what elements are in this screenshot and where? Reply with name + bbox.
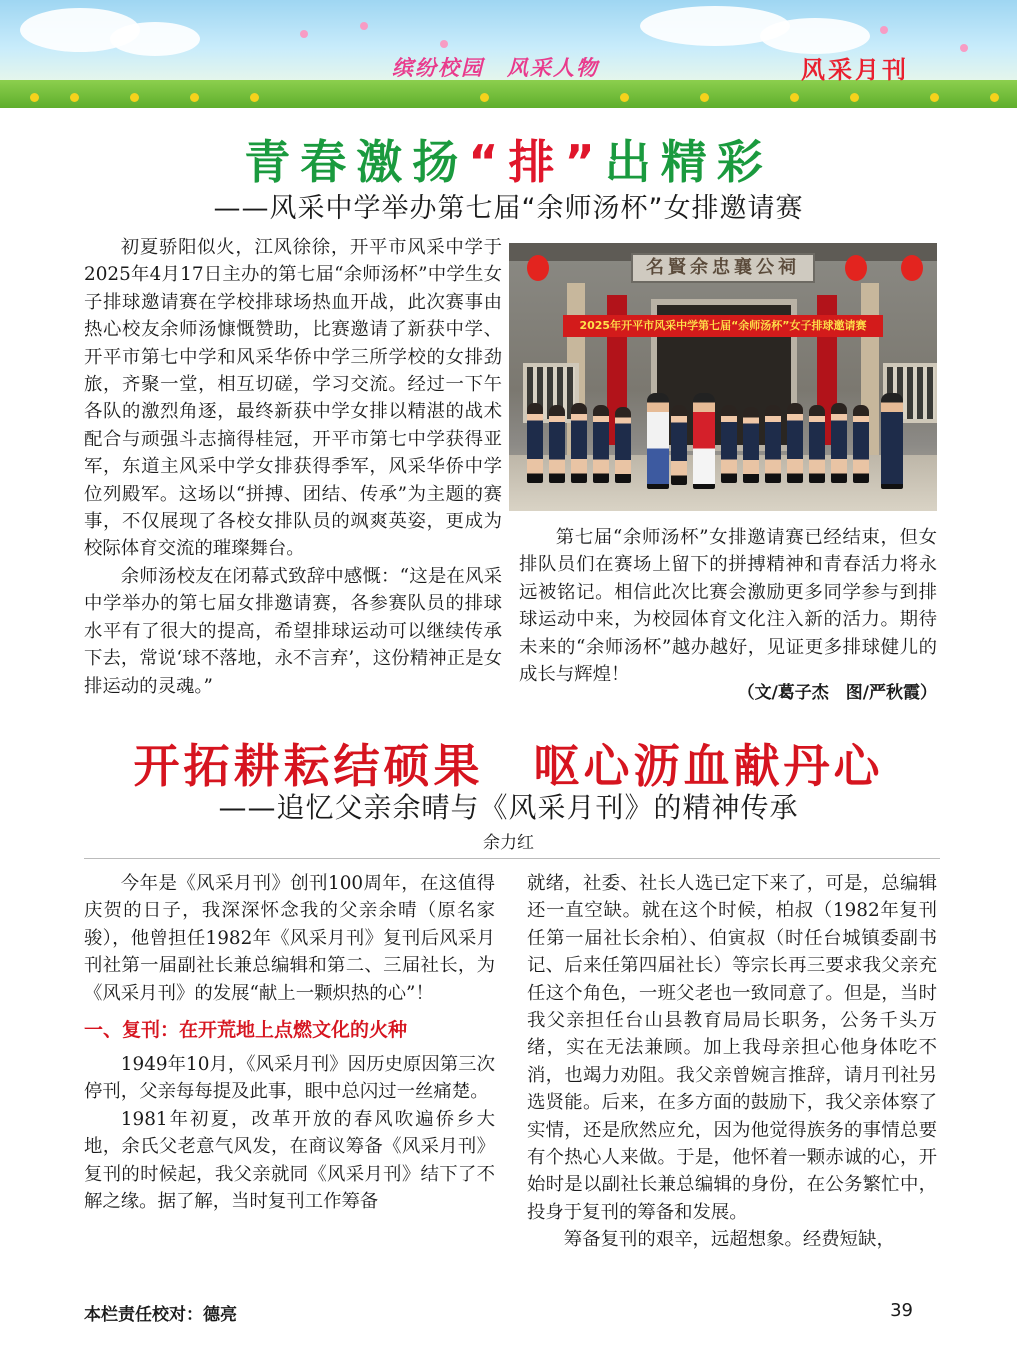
article2-left-column	[84, 870, 495, 1215]
article1-title-part1: 青春激扬	[244, 135, 469, 189]
article1-byline: （文/葛子杰 图/严秋霞）	[737, 683, 937, 703]
photo-banner: 2025年开平市风采中学第七届“余师汤杯”女子排球邀请赛	[563, 315, 883, 337]
article2-paragraph: 筹备复刊的艰辛，远超想象。经费短缺，	[563, 1229, 895, 1251]
article2-paragraph: 1981年初夏，改革开放的春风吹遍侨乡大地，余氏父老意气风发，在商议筹备《风采月刊》复刊的时候起，我父亲就同《风采月刊》结下了不解之缘。据了解，当时复刊工作筹备	[84, 1108, 495, 1213]
page-number: 39	[890, 1300, 913, 1321]
cloud-decoration	[110, 22, 200, 56]
article1-title	[0, 126, 1017, 192]
article1-subtitle: ——风采中学举办第七届“余师汤杯”女排邀请赛	[213, 193, 804, 224]
team-photo	[509, 243, 937, 511]
section-tag: 缤纷校园 风采人物	[392, 56, 599, 80]
article1-title-part2: 出精彩	[604, 135, 773, 189]
photo-plaque: 名賢余忠襄公祠	[631, 253, 815, 283]
article2-subtitle: ——追忆父亲余晴与《风采月刊》的精神传承	[218, 791, 799, 824]
article1-right-column	[519, 524, 937, 688]
article2-paragraph: 今年是《风采月刊》创刊100周年，在这值得庆贺的日子，我深深怀念我的父亲余晴（原名家骏），他曾担任1982年《风采月刊》复刊后风采月刊社第一届副社长兼总编辑和第二、三届社长，为《风采月刊》的发展“献上一颗炽热的心”！	[84, 873, 495, 1004]
magazine-name: 风采月刊	[801, 56, 909, 84]
article1-paragraph: 初夏骄阳似火，江风徐徐，开平市风采中学于2025年4月17日主办的第七届“余师汤杯”中学生女子排球邀请赛在学校排球场热血开战，此次赛事由热心校友余师汤慷慨赞助，比赛邀请了新获中学、开平市第七中学和风采华侨中学三所学校的女排劲旅，齐聚一堂，相互切磋，学习交流。经过一下午各队的激烈角逐，最终新获中学女排以精湛的战术配合与顽强斗志摘得桂冠，开平市第七中学获得亚军，东道主风采中学女排获得季军，风采华侨中学位列殿军。这场以“拼搏、团结、传承”为主题的赛事，不仅展现了各校女排队员的飒爽英姿，更成为校际体育交流的璀璨舞台。	[84, 237, 502, 560]
article1-paragraph: 余师汤校友在闭幕式致辞中感慨：“这是在风采中学举办的第七届女排邀请赛，各参赛队员的排球水平有了很大的提高，希望排球运动可以继续传承下去，常说‘球不落地，永不言弃’，这份精神正是女排运动的灵魂。”	[84, 565, 502, 697]
cloud-decoration	[760, 18, 870, 54]
article1-title-quote-word: “排”	[468, 135, 605, 189]
section-heading: 一、复刊：在开荒地上点燃文化的火种	[84, 1019, 408, 1042]
article2-author: 余力红	[483, 833, 534, 853]
article2-title: 开拓耕耘结硕果 呕心沥血献丹心	[133, 739, 884, 793]
article2-right-column	[527, 870, 937, 1254]
header-banner	[0, 0, 1017, 108]
article1-paragraph: 第七届“余师汤杯”女排邀请赛已经结束，但女排队员们在赛场上留下的拼搏精神和青春活力将永远被铭记。相信此次比赛会激励更多同学参与到排球运动中来，为校园体育文化注入新的活力。期待未来的“余师汤杯”越办越好，见证更多排球健儿的成长与辉煌！	[519, 527, 937, 686]
divider	[84, 858, 940, 859]
article2-paragraph: 就绪，社委、社长人选已定下来了，可是，总编辑还一直空缺。就在这个时候，柏叔（1982年复刊任第一届社长余柏）、伯寅叔（时任台城镇委副书记、后来任第四届社长）等宗长再三要求我父亲充任这个角色，一班父老也一致同意了。但是，当时我父亲担任台山县教育局局长职务，公务千头万绪，实在无法兼顾。加上我母亲担心他身体吃不消，也竭力劝阻。我父亲曾婉言推辞，请月刊社另选贤能。后来，在多方面的鼓励下，我父亲体察了实情，还是欣然应允，因为他觉得族务的事情总要有个热心人来做。于是，他怀着一颗赤诚的心，开始时是以副社长兼总编辑的身份，在公务繁忙中，投身于复刊的筹备和发展。	[527, 873, 937, 1223]
article1-left-column	[84, 234, 502, 700]
article2-paragraph: 1949年10月，《风采月刊》因历史原因第三次停刊，父亲每每提及此事，眼中总闪过一丝痛楚。	[84, 1054, 495, 1103]
footer-proofreader: 本栏责任校对：德亮	[84, 1305, 237, 1325]
